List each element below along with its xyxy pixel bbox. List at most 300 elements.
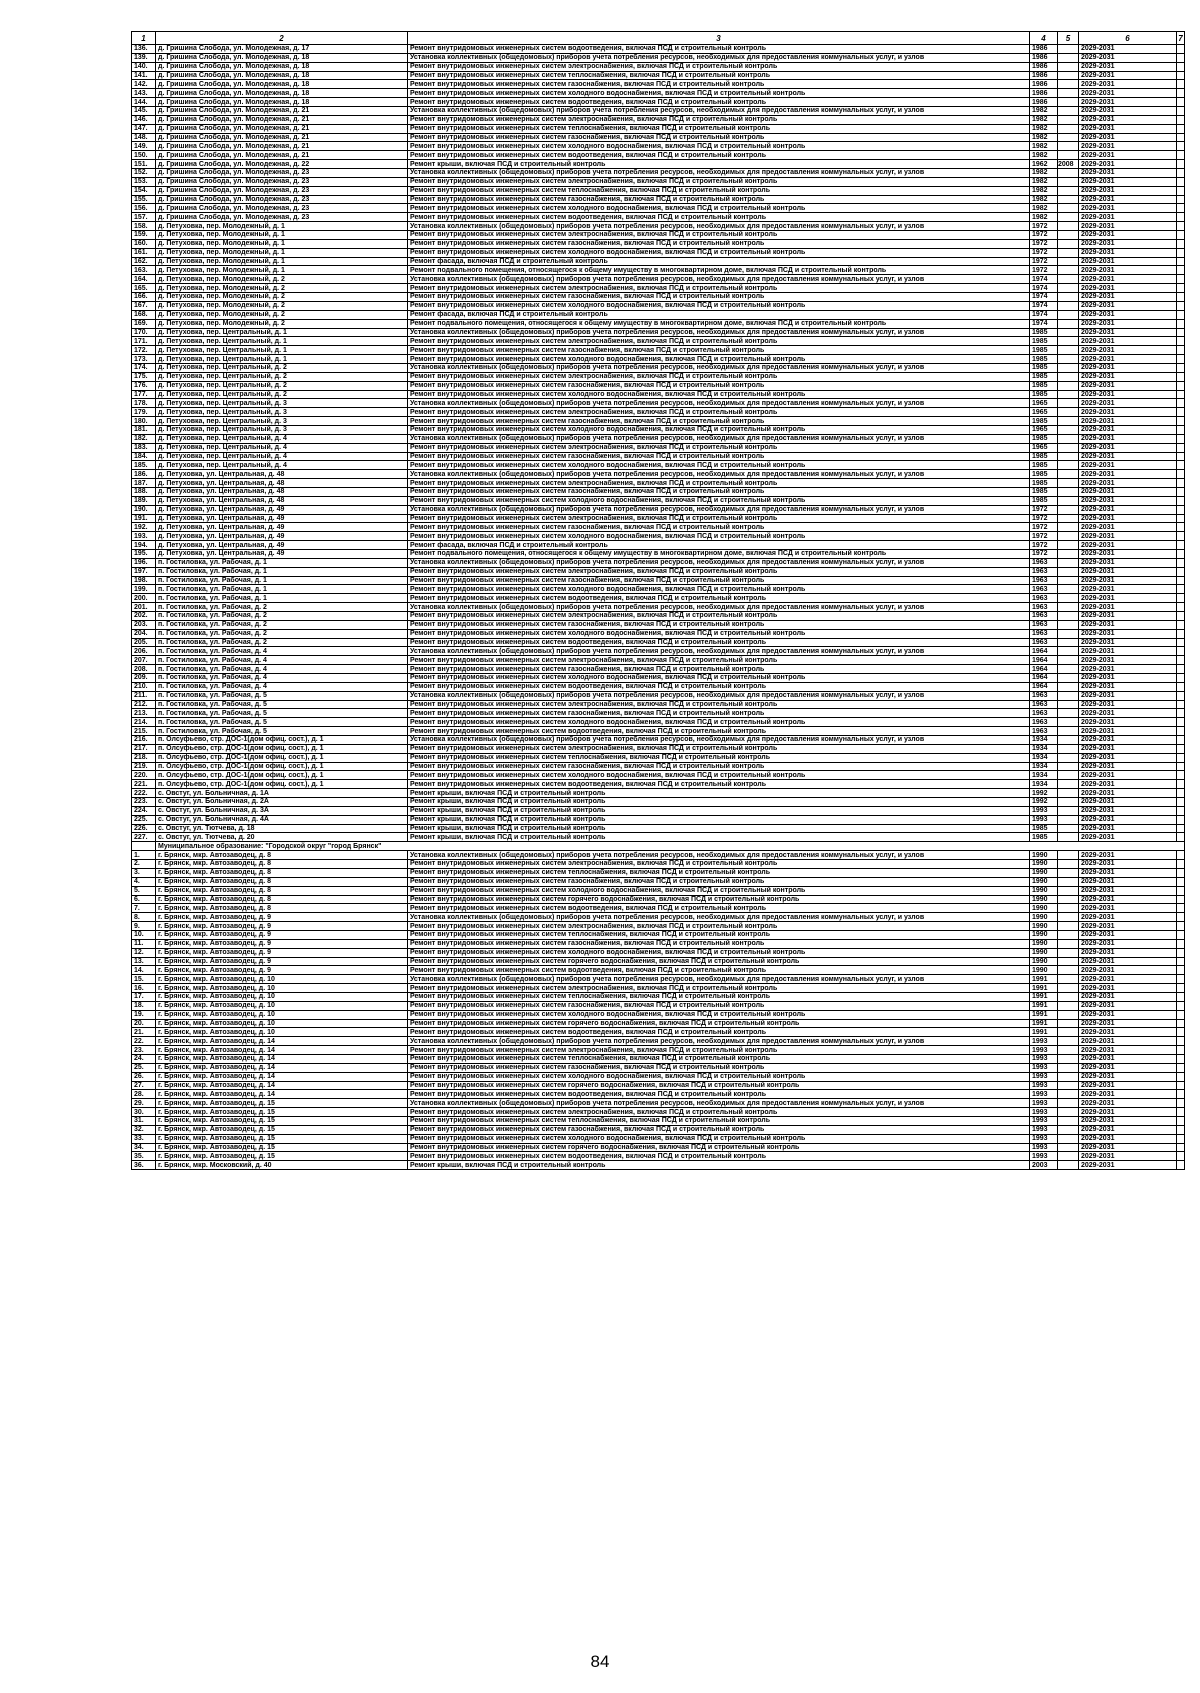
table-cell [1058, 248, 1079, 257]
table-row [132, 346, 1185, 355]
table-cell [1177, 1019, 1185, 1028]
table-cell: Ремонт внутридомовых инженерных систем электроснабжения, включая ПСД и строительный контроль [408, 860, 1030, 869]
table-cell: 33. [132, 1134, 156, 1143]
table-cell: Установка коллективных (общедомовых) приборов учета потребления ресурсов, необходимых для предоставления коммунальных услуг, и узлов [408, 913, 1030, 922]
table-cell [1058, 895, 1079, 904]
table-cell: 1934 [1030, 780, 1058, 789]
table-cell: 1985 [1030, 496, 1058, 505]
table-cell [1058, 939, 1079, 948]
table-row [132, 1116, 1185, 1125]
table-cell: Установка коллективных (общедомовых) приборов учета потребления ресурсов, необходимых для предоставления коммунальных услуг, и узлов [408, 275, 1030, 284]
table-cell: 143. [132, 89, 156, 98]
table-cell: 145. [132, 107, 156, 116]
table-cell: Ремонт внутридомовых инженерных систем водоотведения, включая ПСД и строительный контроль [408, 151, 1030, 160]
table-cell: 2029-2031 [1079, 310, 1177, 319]
table-cell: 1972 [1030, 231, 1058, 240]
table-cell: п. Гостиловка, ул. Рабочая, д. 1 [156, 594, 408, 603]
table-cell [1058, 399, 1079, 408]
table-cell: Установка коллективных (общедомовых) приборов учета потребления ресурсов, необходимых для предоставления коммунальных услуг, и узлов [408, 1099, 1030, 1108]
table-cell: 2029-2031 [1079, 151, 1177, 160]
table-cell [1058, 833, 1079, 842]
table-cell: 5. [132, 886, 156, 895]
table-cell: 227. [132, 833, 156, 842]
table-cell [1177, 275, 1185, 284]
table-cell: д. Петуховка, ул. Центральная, д. 48 [156, 470, 408, 479]
table-cell: 2029-2031 [1079, 346, 1177, 355]
table-cell [1177, 479, 1185, 488]
table-cell [1177, 204, 1185, 213]
column-header: 4 [1030, 32, 1058, 45]
table-cell: 2029-2031 [1079, 248, 1177, 257]
table-row [132, 443, 1185, 452]
table-row [132, 780, 1185, 789]
table-cell [1058, 727, 1079, 736]
table-cell: г. Брянск, мкр. Автозаводец, д. 10 [156, 984, 408, 993]
table-cell [1058, 346, 1079, 355]
table-cell: Установка коллективных (общедомовых) приборов учета потребления ресурсов, необходимых для предоставления коммунальных услуг, и узлов [408, 851, 1030, 860]
table-cell: д. Петуховка, ул. Центральная, д. 48 [156, 496, 408, 505]
table-cell: Ремонт подвального помещения, относящегося к общему имуществу в многоквартирном доме, включая ПСД и строительный контроль [408, 266, 1030, 275]
table-cell [1058, 780, 1079, 789]
table-row [132, 151, 1185, 160]
table-cell: г. Брянск, мкр. Автозаводец, д. 9 [156, 948, 408, 957]
table-cell: 2029-2031 [1079, 98, 1177, 107]
table-cell: 22. [132, 1037, 156, 1046]
table-cell: п. Гостиловка, ул. Рабочая, д. 5 [156, 718, 408, 727]
table-cell [1177, 222, 1185, 231]
table-cell: д. Петуховка, ул. Центральная, д. 49 [156, 532, 408, 541]
table-cell: 182. [132, 434, 156, 443]
table-cell: 1972 [1030, 257, 1058, 266]
table-row [132, 753, 1185, 762]
table-cell: Ремонт внутридомовых инженерных систем электроснабжения, включая ПСД и строительный контроль [408, 408, 1030, 417]
table-row [132, 107, 1185, 116]
table-cell [1058, 142, 1079, 151]
table-cell [1058, 363, 1079, 372]
table-row [132, 541, 1185, 550]
table-row [132, 860, 1185, 869]
table-cell: 1963 [1030, 585, 1058, 594]
table-cell: Ремонт внутридомовых инженерных систем электроснабжения, включая ПСД и строительный контроль [408, 62, 1030, 71]
table-cell: 2029-2031 [1079, 1028, 1177, 1037]
table-cell: Ремонт внутридомовых инженерных систем холодного водоснабжения, включая ПСД и строительный контроль [408, 461, 1030, 470]
table-cell [1177, 567, 1185, 576]
table-cell [1177, 1143, 1185, 1152]
table-cell: 198. [132, 576, 156, 585]
table-row [132, 930, 1185, 939]
table-cell: 2029-2031 [1079, 293, 1177, 302]
table-row [132, 815, 1185, 824]
table-cell: 2029-2031 [1079, 585, 1177, 594]
table-cell [1177, 886, 1185, 895]
table-row [132, 718, 1185, 727]
table-cell: 1993 [1030, 1099, 1058, 1108]
table-row [132, 1054, 1185, 1063]
table-cell: 1963 [1030, 718, 1058, 727]
table-cell: Ремонт внутридомовых инженерных систем холодного водоснабжения, включая ПСД и строительный контроль [408, 532, 1030, 541]
table-cell: 1990 [1030, 966, 1058, 975]
table-cell: 192. [132, 523, 156, 532]
table-cell: 1985 [1030, 434, 1058, 443]
table-cell: 2029-2031 [1079, 1037, 1177, 1046]
table-cell: 1963 [1030, 727, 1058, 736]
table-cell: 171. [132, 337, 156, 346]
table-cell: 144. [132, 98, 156, 107]
page-number: 84 [590, 1652, 610, 1671]
table-cell: 1993 [1030, 1143, 1058, 1152]
table-cell: 159. [132, 231, 156, 240]
table-cell: д. Петуховка, пер. Центральный, д. 2 [156, 363, 408, 372]
table-cell: 160. [132, 239, 156, 248]
table-cell: 1963 [1030, 603, 1058, 612]
table-row [132, 966, 1185, 975]
table-cell: 215. [132, 727, 156, 736]
table-row [132, 1152, 1185, 1161]
table-cell [1058, 1116, 1079, 1125]
table-cell: д. Петуховка, пер. Молодежный, д. 2 [156, 293, 408, 302]
table-cell [1058, 1054, 1079, 1063]
table-cell: 2029-2031 [1079, 789, 1177, 798]
table-row [132, 177, 1185, 186]
table-cell: 2029-2031 [1079, 505, 1177, 514]
table-cell: 176. [132, 381, 156, 390]
table-cell: 206. [132, 647, 156, 656]
table-cell: 2029-2031 [1079, 434, 1177, 443]
table-cell: 1982 [1030, 115, 1058, 124]
table-cell: Ремонт внутридомовых инженерных систем газоснабжения, включая ПСД и строительный контроль [408, 1063, 1030, 1072]
column-header: 7 [1178, 33, 1183, 43]
table-cell: Ремонт крыши, включая ПСД и строительный контроль [408, 806, 1030, 815]
table-cell [1177, 1090, 1185, 1099]
table-cell: 16. [132, 984, 156, 993]
table-cell: 2029-2031 [1079, 806, 1177, 815]
table-cell [1058, 984, 1079, 993]
table-cell [1058, 293, 1079, 302]
table-row [132, 532, 1185, 541]
table-cell: 180. [132, 417, 156, 426]
table-row [132, 98, 1185, 107]
table-cell: д. Петуховка, пер. Центральный, д. 1 [156, 337, 408, 346]
table-cell: 2003 [1030, 1161, 1058, 1170]
table-cell: 1972 [1030, 266, 1058, 275]
table-cell: г. Брянск, мкр. Автозаводец, д. 9 [156, 922, 408, 931]
table-cell: 2029-2031 [1079, 966, 1177, 975]
table-cell [1058, 328, 1079, 337]
table-cell: 214. [132, 718, 156, 727]
table-row [132, 629, 1185, 638]
table-cell: д. Петуховка, ул. Центральная, д. 48 [156, 487, 408, 496]
table-cell: 1974 [1030, 319, 1058, 328]
table-row [132, 975, 1185, 984]
table-cell [1177, 638, 1185, 647]
table-row [132, 266, 1185, 275]
table-cell: Установка коллективных (общедомовых) приборов учета потребления ресурсов, необходимых для предоставления коммунальных услуг, и узлов [408, 603, 1030, 612]
table-cell: 1990 [1030, 930, 1058, 939]
table-cell: 2029-2031 [1079, 417, 1177, 426]
table-row [132, 1001, 1185, 1010]
table-cell: 2029-2031 [1079, 948, 1177, 957]
table-cell: 1990 [1030, 886, 1058, 895]
table-cell: Ремонт внутридомовых инженерных систем холодного водоснабжения, включая ПСД и строительный контроль [408, 718, 1030, 727]
table-cell: д. Петуховка, пер. Центральный, д. 3 [156, 399, 408, 408]
table-cell: п. Гостиловка, ул. Рабочая, д. 2 [156, 603, 408, 612]
table-cell: 1972 [1030, 523, 1058, 532]
table-cell [1058, 505, 1079, 514]
table-cell [1177, 762, 1185, 771]
table-cell: Ремонт внутридомовых инженерных систем холодного водоснабжения, включая ПСД и строительный контроль [408, 89, 1030, 98]
table-cell: 1993 [1030, 1090, 1058, 1099]
table-cell [1058, 656, 1079, 665]
table-cell: д. Гришина Слобода, ул. Молодежная, д. 18 [156, 98, 408, 107]
table-cell: Установка коллективных (общедомовых) приборов учета потребления ресурсов, необходимых для предоставления коммунальных услуг, и узлов [408, 107, 1030, 116]
table-row [132, 984, 1185, 993]
table-cell: Ремонт крыши, включая ПСД и строительный контроль [408, 824, 1030, 833]
table-cell: 1993 [1030, 1081, 1058, 1090]
table-cell: д. Петуховка, пер. Молодежный, д. 1 [156, 257, 408, 266]
table-cell: Ремонт внутридомовых инженерных систем газоснабжения, включая ПСД и строительный контроль [408, 877, 1030, 886]
table-row [132, 833, 1185, 842]
table-cell: Ремонт внутридомовых инженерных систем газоснабжения, включая ПСД и строительный контроль [408, 195, 1030, 204]
table-cell [1177, 612, 1185, 621]
table-cell [1058, 98, 1079, 107]
table-cell: Ремонт внутридомовых инженерных систем электроснабжения, включая ПСД и строительный контроль [408, 567, 1030, 576]
table-cell: 162. [132, 257, 156, 266]
table-cell: 2029-2031 [1079, 45, 1177, 54]
table-row [132, 922, 1185, 931]
table-cell [1058, 523, 1079, 532]
table-cell: г. Брянск, мкр. Автозаводец, д. 10 [156, 1019, 408, 1028]
table-cell: Ремонт внутридомовых инженерных систем электроснабжения, включая ПСД и строительный контроль [408, 984, 1030, 993]
table-cell [1058, 195, 1079, 204]
table-row [132, 1143, 1185, 1152]
table-cell: Ремонт внутридомовых инженерных систем газоснабжения, включая ПСД и строительный контроль [408, 133, 1030, 142]
table-cell [1177, 452, 1185, 461]
table-cell: 186. [132, 470, 156, 479]
table-row [132, 461, 1185, 470]
table-row [132, 434, 1185, 443]
table-cell [1177, 133, 1185, 142]
table-cell: Ремонт внутридомовых инженерных систем электроснабжения, включая ПСД и строительный контроль [408, 700, 1030, 709]
table-cell: д. Петуховка, пер. Молодежный, д. 2 [156, 284, 408, 293]
table-cell: 2029-2031 [1079, 824, 1177, 833]
table-cell: 1993 [1030, 1152, 1058, 1161]
table-cell [1177, 142, 1185, 151]
table-cell: 2029-2031 [1079, 549, 1177, 558]
table-cell: 2029-2031 [1079, 780, 1177, 789]
table-cell: д. Петуховка, пер. Молодежный, д. 1 [156, 239, 408, 248]
table-row [132, 372, 1185, 381]
table-cell: 1992 [1030, 789, 1058, 798]
table-cell: Ремонт внутридомовых инженерных систем электроснабжения, включая ПСД и строительный контроль [408, 514, 1030, 523]
table-cell: Ремонт внутридомовых инженерных систем газоснабжения, включая ПСД и строительный контроль [408, 239, 1030, 248]
table-cell: 158. [132, 222, 156, 231]
table-cell: 1982 [1030, 204, 1058, 213]
table-cell: д. Петуховка, пер. Центральный, д. 2 [156, 381, 408, 390]
table-cell: 2029-2031 [1079, 53, 1177, 62]
table-cell: 1972 [1030, 541, 1058, 550]
table-cell: Ремонт внутридомовых инженерных систем газоснабжения, включая ПСД и строительный контроль [408, 346, 1030, 355]
table-cell: Установка коллективных (общедомовых) приборов учета потребления ресурсов, необходимых для предоставления коммунальных услуг, и узлов [408, 399, 1030, 408]
table-row [132, 1161, 1185, 1170]
table-cell: 2029-2031 [1079, 851, 1177, 860]
table-cell: 2029-2031 [1079, 1010, 1177, 1019]
table-cell: 1993 [1030, 1134, 1058, 1143]
table-cell: 2029-2031 [1079, 922, 1177, 931]
table-cell: 2029-2031 [1079, 62, 1177, 71]
table-cell: 1986 [1030, 53, 1058, 62]
table-cell: 17. [132, 992, 156, 1001]
table-cell: 2029-2031 [1079, 1143, 1177, 1152]
table-cell: 2029-2031 [1079, 886, 1177, 895]
table-cell [1058, 115, 1079, 124]
table-row [132, 337, 1185, 346]
table-row [132, 1019, 1185, 1028]
table-cell: Ремонт внутридомовых инженерных систем электроснабжения, включая ПСД и строительный контроль [408, 337, 1030, 346]
table-cell: 1964 [1030, 682, 1058, 691]
table-cell [1058, 948, 1079, 957]
table-cell: Ремонт фасада, включая ПСД и строительный контроль [408, 310, 1030, 319]
table-cell [1058, 71, 1079, 80]
table-row [132, 824, 1185, 833]
table-cell: 212. [132, 700, 156, 709]
table-cell: 2029-2031 [1079, 1161, 1177, 1170]
table-cell: д. Петуховка, пер. Молодежный, д. 2 [156, 275, 408, 284]
table-cell [1058, 851, 1079, 860]
table-cell [1177, 115, 1185, 124]
table-cell: г. Брянск, мкр. Автозаводец, д. 9 [156, 930, 408, 939]
table-cell [1177, 124, 1185, 133]
table-row [132, 549, 1185, 558]
table-cell: д. Гришина Слобода, ул. Молодежная, д. 23 [156, 169, 408, 178]
table-cell [1177, 549, 1185, 558]
table-cell [1058, 744, 1079, 753]
table-cell: Ремонт внутридомовых инженерных систем холодного водоснабжения, включая ПСД и строительный контроль [408, 204, 1030, 213]
table-cell: 1986 [1030, 45, 1058, 54]
table-row [132, 904, 1185, 913]
table-row [132, 992, 1185, 1001]
table-cell: Ремонт внутридомовых инженерных систем газоснабжения, включая ПСД и строительный контроль [408, 1001, 1030, 1010]
table-cell: 220. [132, 771, 156, 780]
table-cell: д. Гришина Слобода, ул. Молодежная, д. 23 [156, 186, 408, 195]
table-cell [1058, 691, 1079, 700]
table-cell [1177, 381, 1185, 390]
table-cell [1177, 363, 1185, 372]
table-cell: 14. [132, 966, 156, 975]
table-cell [1177, 213, 1185, 222]
section-row [132, 842, 1185, 851]
table-cell: Ремонт внутридомовых инженерных систем холодного водоснабжения, включая ПСД и строительный контроль [408, 674, 1030, 683]
table-cell [1058, 682, 1079, 691]
table-cell: 18. [132, 1001, 156, 1010]
table-cell: Ремонт внутридомовых инженерных систем водоотведения, включая ПСД и строительный контроль [408, 682, 1030, 691]
table-cell [1177, 904, 1185, 913]
table-cell [1177, 177, 1185, 186]
table-cell [1177, 390, 1185, 399]
table-cell: г. Брянск, мкр. Автозаводец, д. 14 [156, 1072, 408, 1081]
table-cell: п. Гостиловка, ул. Рабочая, д. 2 [156, 612, 408, 621]
table-cell: 1986 [1030, 80, 1058, 89]
table-cell: 213. [132, 709, 156, 718]
table-cell [1058, 487, 1079, 496]
table-cell: д. Петуховка, пер. Центральный, д. 4 [156, 461, 408, 470]
table-cell: г. Брянск, мкр. Автозаводец, д. 14 [156, 1090, 408, 1099]
table-cell: 1991 [1030, 1001, 1058, 1010]
table-cell [1177, 913, 1185, 922]
table-cell [1177, 1081, 1185, 1090]
table-cell [1058, 930, 1079, 939]
table-cell: п. Гостиловка, ул. Рабочая, д. 4 [156, 674, 408, 683]
table-cell [1177, 293, 1185, 302]
table-row [132, 275, 1185, 284]
table-row [132, 682, 1185, 691]
table-row [132, 948, 1185, 957]
table-cell [1177, 301, 1185, 310]
table-cell: 2029-2031 [1079, 133, 1177, 142]
table-cell: 24. [132, 1054, 156, 1063]
table-cell: 1993 [1030, 1037, 1058, 1046]
table-cell: 1990 [1030, 948, 1058, 957]
table-cell: 179. [132, 408, 156, 417]
table-cell: Установка коллективных (общедомовых) приборов учета потребления ресурсов, необходимых для предоставления коммунальных услуг, и узлов [408, 1037, 1030, 1046]
table-cell: г. Брянск, мкр. Автозаводец, д. 8 [156, 868, 408, 877]
table-cell: Ремонт внутридомовых инженерных систем холодного водоснабжения, включая ПСД и строительный контроль [408, 1072, 1030, 1081]
table-cell [1177, 71, 1185, 80]
table-cell: 167. [132, 301, 156, 310]
column-header: 6 [1079, 32, 1177, 45]
table-cell: 2029-2031 [1079, 337, 1177, 346]
table-cell [1058, 319, 1079, 328]
table-cell [1058, 257, 1079, 266]
table-cell [1177, 1108, 1185, 1117]
table-cell: 1974 [1030, 284, 1058, 293]
table-cell: Ремонт внутридомовых инженерных систем горячего водоснабжения, включая ПСД и строительный контроль [408, 957, 1030, 966]
table-cell: п. Гостиловка, ул. Рабочая, д. 5 [156, 727, 408, 736]
table-cell: 200. [132, 594, 156, 603]
table-cell: 1963 [1030, 620, 1058, 629]
table-cell: 1964 [1030, 674, 1058, 683]
table-cell: Установка коллективных (общедомовых) приборов учета потребления ресурсов, необходимых для предоставления коммунальных услуг, и узлов [408, 505, 1030, 514]
table-cell [1058, 718, 1079, 727]
table-cell: г. Брянск, мкр. Автозаводец, д. 15 [156, 1116, 408, 1125]
table-cell: Ремонт внутридомовых инженерных систем холодного водоснабжения, включая ПСД и строительный контроль [408, 425, 1030, 434]
table-cell: Ремонт внутридомовых инженерных систем газоснабжения, включая ПСД и строительный контроль [408, 939, 1030, 948]
table-cell: 2029-2031 [1079, 868, 1177, 877]
table-cell: 2029-2031 [1079, 798, 1177, 807]
table-cell: 154. [132, 186, 156, 195]
table-cell: 1963 [1030, 638, 1058, 647]
table-cell: Ремонт внутридомовых инженерных систем электроснабжения, включая ПСД и строительный контроль [408, 922, 1030, 931]
table-cell: 1963 [1030, 700, 1058, 709]
table-cell [1177, 160, 1185, 169]
table-row [132, 293, 1185, 302]
table-cell: Ремонт внутридомовых инженерных систем электроснабжения, включая ПСД и строительный контроль [408, 443, 1030, 452]
table-cell [1058, 860, 1079, 869]
table-cell: 168. [132, 310, 156, 319]
table-cell [1177, 1134, 1185, 1143]
table-cell [1058, 638, 1079, 647]
table-cell: 1990 [1030, 913, 1058, 922]
table-cell: Ремонт внутридомовых инженерных систем водоотведения, включая ПСД и строительный контроль [408, 727, 1030, 736]
table-cell: Ремонт внутридомовых инженерных систем холодного водоснабжения, включая ПСД и строительный контроль [408, 948, 1030, 957]
table-cell: Ремонт фасада, включая ПСД и строительный контроль [408, 257, 1030, 266]
table-cell: 1990 [1030, 860, 1058, 869]
table-cell: п. Гостиловка, ул. Рабочая, д. 5 [156, 700, 408, 709]
table-cell: Ремонт внутридомовых инженерных систем газоснабжения, включая ПСД и строительный контроль [408, 417, 1030, 426]
table-cell: 217. [132, 744, 156, 753]
table-cell: 1986 [1030, 62, 1058, 71]
table-cell: 2029-2031 [1079, 372, 1177, 381]
table-cell: 2029-2031 [1079, 771, 1177, 780]
